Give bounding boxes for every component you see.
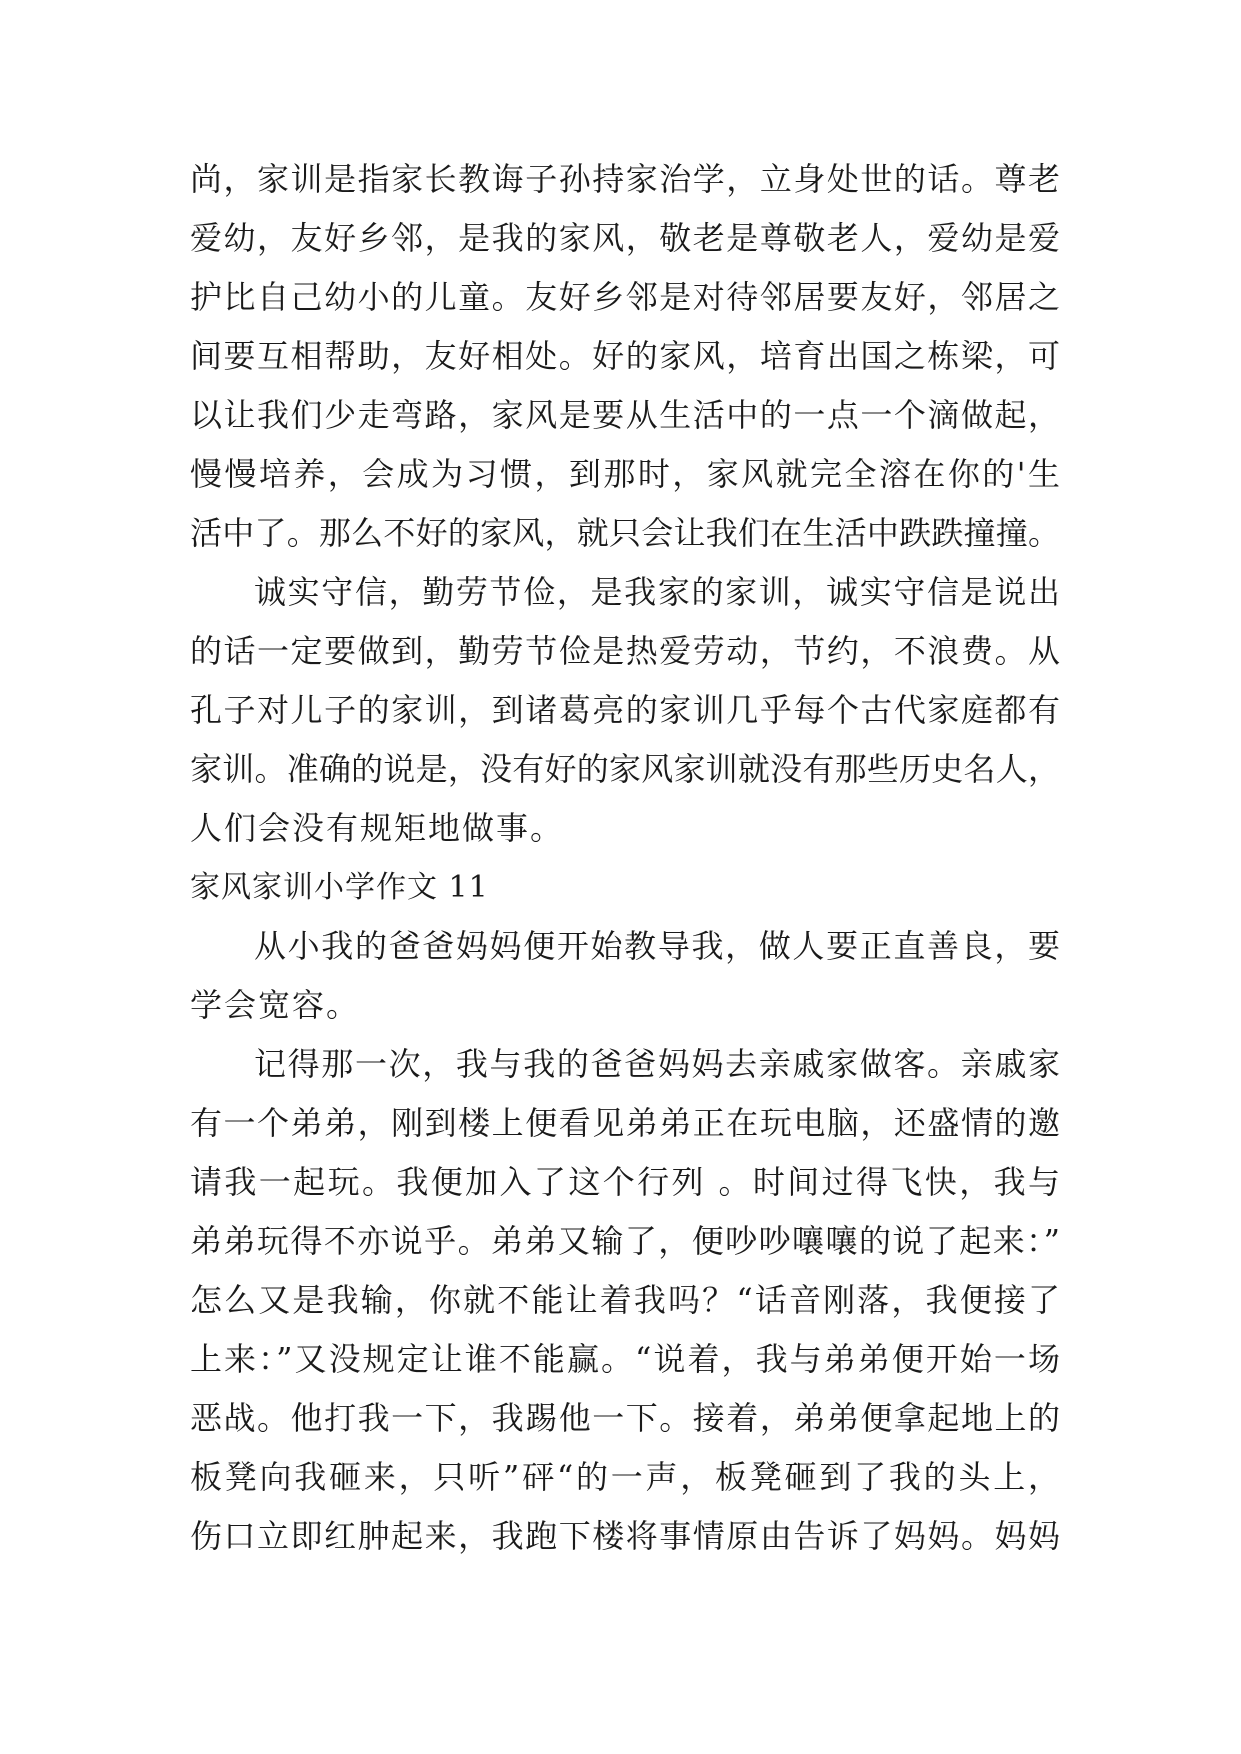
text-line: 以让我们少走弯路，家风是要从生活中的一点一个滴做起， xyxy=(190,396,1060,434)
text-line: 学会宽容。 xyxy=(190,986,361,1024)
text-line: 孔子对儿子的家训，到诸葛亮的家训几乎每个古代家庭都有 xyxy=(190,691,1060,729)
paragraph xyxy=(190,917,1060,1035)
text-line: 板凳向我砸来，只听”砰“的一声，板凳砸到了我的头上， xyxy=(190,1458,1060,1496)
text-line: 从小我的爸爸妈妈便开始教导我，做人要正直善良，要 xyxy=(254,927,1060,965)
text-line: 爱幼，友好乡邻，是我的家风，敬老是尊敬老人，爱幼是爱 xyxy=(190,219,1060,257)
text-line: 尚，家训是指家长教诲子孙持家治学，立身处世的话。尊老 xyxy=(190,160,1060,198)
text-line: 请我一起玩。我便加入了这个行列 。时间过得飞快，我与 xyxy=(190,1163,1060,1201)
document-body xyxy=(190,150,1060,1566)
text-line: 间要互相帮助，友好相处。好的家风，培育出国之栋梁，可 xyxy=(190,337,1060,375)
text-line: 家训。准确的说是，没有好的家风家训就没有那些历史名人， xyxy=(190,750,1060,788)
text-line: 恶战。他打我一下，我踢他一下。接着，弟弟便拿起地上的 xyxy=(190,1399,1060,1437)
text-line: 怎么又是我输，你就不能让着我吗？“话音刚落，我便接了 xyxy=(190,1281,1060,1319)
paragraph xyxy=(190,1035,1060,1566)
text-line: 护比自己幼小的儿童。友好乡邻是对待邻居要友好，邻居之 xyxy=(190,278,1060,316)
paragraph xyxy=(190,150,1060,563)
text-line: 伤口立即红肿起来，我跑下楼将事情原由告诉了妈妈。妈妈 xyxy=(190,1517,1060,1555)
text-line: 人们会没有规矩地做事。 xyxy=(190,809,565,847)
text-line: 诚实守信，勤劳节俭，是我家的家训，诚实守信是说出 xyxy=(254,573,1060,611)
text-line: 活中了。那么不好的家风，就只会让我们在生活中跌跌撞撞。 xyxy=(190,514,1060,552)
text-line: 上来：”又没规定让谁不能赢。“说着，我与弟弟便开始一场 xyxy=(190,1340,1060,1378)
text-line: 慢慢培养，会成为习惯，到那时，家风就完全溶在你的'生 xyxy=(190,455,1060,493)
paragraph xyxy=(190,563,1060,858)
text-line: 记得那一次，我与我的爸爸妈妈去亲戚家做客。亲戚家 xyxy=(254,1045,1060,1083)
text-line: 有一个弟弟，刚到楼上便看见弟弟正在玩电脑，还盛情的邀 xyxy=(190,1104,1060,1142)
text-line: 的话一定要做到，勤劳节俭是热爱劳动，节约，不浪费。从 xyxy=(190,632,1060,670)
text-line: 弟弟玩得不亦说乎。弟弟又输了，便吵吵嚷嚷的说了起来：” xyxy=(190,1222,1060,1260)
section-title: 家风家训小学作文 11 xyxy=(190,870,489,905)
